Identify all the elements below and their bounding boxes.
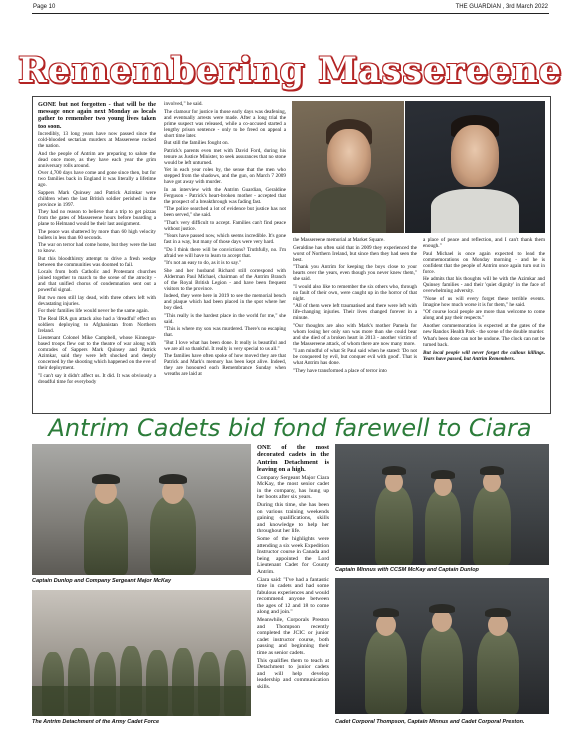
paragraph: "This really is the hardest place in the world for me," she said. — [164, 312, 286, 325]
cadets-lead: ONE of the most decorated cadets in the Antrim Detachment is leaving on a high. — [257, 444, 329, 473]
soldier-portrait-right — [405, 101, 545, 233]
remembering-column-1 — [38, 101, 156, 409]
paragraph: But two men still lay dead, with three others left with devastating injuries. — [38, 294, 156, 307]
paragraph: He admits that his thoughts will be with the Azimkar and Quinsey families - and their 'quiet dignity' in the face of overwhelming adversity. — [423, 276, 545, 294]
paragraph: Over 4,700 days have come and gone since then, but for two families back in England it was literally a lifetime ago. — [38, 170, 156, 189]
paragraph: And the people of Antrim are preparing to salute the dead once more, as they have each year the grim anniversary rolls around. — [38, 150, 156, 169]
paragraph: "It's not an easy to do, as it is to say." — [164, 260, 242, 266]
remembering-column-2 — [164, 101, 286, 409]
paragraph: In an interview with the Antrim Guardian, Geraldine Ferguson - Patrick's heart-broken mother - accepted that the prospect of a breakthrough was fading fast. — [164, 186, 286, 205]
paragraph: During this time, she has been on various training weekends gaining qualifications, skills and knowledge to help her throughout her life. — [257, 502, 329, 535]
cadets-photo-1 — [32, 444, 251, 575]
paragraph: "The police searched a lot of evidence but justice has not been served," she said. — [164, 206, 286, 218]
paragraph: For their families life would never be the same again. — [38, 308, 149, 315]
paragraph: But local people will never forget the callous killings. Years have passed, but Antrim Remembers. — [423, 349, 545, 362]
paragraph: Paul Michael is once again expected to lead the commemorations on Monday morning - and he is confident that the people of Antrim once again turn out in force. — [423, 250, 545, 275]
paragraph: The families have often spoke of how moved they are that Patrick and Mark's memory has been kept alive. Indeed, they are honoured each Remembrance Sunday when wreaths are laid at — [164, 353, 286, 377]
paragraph: "I would also like to remember the six others who, through no fault of their own, were caught up in the horror of that night. — [293, 283, 417, 302]
cadets-title: Antrim Cadets bid fond farewell to Ciara — [48, 414, 532, 442]
page-number: Page 10 — [33, 4, 56, 10]
header-rule — [32, 13, 549, 14]
paragraph: "Years have passed now, which seems incredible. It's gone fast in a way, but many of those days were very hard. — [164, 233, 286, 245]
paragraph: "Our thoughts are also with Mark's mother Pamela for whom losing her only son was more than she could bear and she died of a broken heart in 2013 - another victim of the Massereene attack, of whom there are now many more. — [293, 322, 417, 347]
paragraph: The clamour for justice in those early days was deafening, and eventually arrests were made. After a long trial the prime suspect was released, while a co-accused started a lengthy prison sentence - only to be freed on appeal a short time later. — [164, 108, 286, 139]
paragraph: Ciara said: "I've had a fantastic time in cadets and had some fabulous experiences and would recommend anyone between the ages of 12 and 18 to come along and join." — [257, 576, 329, 616]
paragraph: Lieutenant Colonel Mike Campbell, whose Kinnegar-based troops flew out to the theatre of war along with comrades of Sappers Mark Quinsey and Patrick Azimkar, said they were left shocked and deeply concerned by the shooting which happened on the eve of their deployment. — [38, 335, 156, 372]
paragraph: Yet in each year roles by, the sense that the men who stepped from the shadows, and the gun, on March 7 2009 have got away with murder. — [164, 167, 286, 185]
paragraph: involved," he said. — [164, 101, 203, 107]
paragraph: "Of course local people are more than welcome to come along and pay their respects." — [423, 309, 545, 321]
remembering-title: Remembering Massereene — [17, 50, 563, 91]
paragraph: the Massereene memorial at Market Square. — [293, 237, 385, 243]
paragraph: Sappers Mark Quinsey and Patrick Azimkar were children when the last British soldier perished in the province in 1997. — [38, 189, 156, 208]
paragraph: "They have transformed a place of terror into — [293, 367, 387, 374]
paragraph: Indeed, they were here in 2019 to see the memorial bench and plaque which had been placed in the spot where her boy died. — [164, 293, 286, 311]
caption-photo-1: Captain Dunlop and Company Sergeant Major McKay — [32, 578, 172, 584]
paper-date: THE GUARDIAN , 3rd March 2022 — [455, 4, 548, 10]
paragraph: "All of them were left traumatised and there were left with life-changing injuries. Their lives changed forever in a minute. — [293, 303, 417, 321]
paragraph: This qualifies them to teach at Detachment to junior cadets and will help develop leadership and communication skills. — [257, 657, 329, 690]
paragraph: "Do I think there will be convictions? Truthfully, no. I'm afraid we will have to learn to accept that. — [164, 246, 286, 259]
remembering-column-4 — [423, 237, 545, 409]
paragraph: "Thank you Antrim for keeping the boys close to your hearts over the years, even though you never knew them," she said. — [293, 264, 417, 282]
cadets-photo-3 — [335, 444, 549, 565]
paragraph: "I can't say it didn't affect us. It did. It was obviously a dreadful time for everybody — [38, 372, 156, 385]
paragraph: The Real IRA gun attack also had a 'dreadful' effect on soldiers deploying to Afghanistan from Northern Ireland. — [38, 315, 156, 334]
paragraph: Some of the highlights were attending a six week Expedition Instructor course in Canada and being appointed the Lord Lieutenant Cadet for County Antrim. — [257, 536, 329, 575]
caption-photo-4: Cadet Corporal Thompson, Captain Minnus and Cadet Corporal Preston. — [335, 719, 525, 725]
cadets-photo-4 — [335, 578, 549, 714]
remembering-lead: GONE but not forgotten - that will be the message once again next Monday as locals gather to remember two young lives taken too soon. — [38, 101, 156, 130]
cadets-photo-2 — [32, 590, 251, 716]
paragraph: What's been done can not be undone. The clock can not be turned back. — [423, 336, 545, 348]
paragraph: But still the families fought on. — [164, 140, 229, 146]
paragraph: Meanwhile, Corporals Preston and Thompson recently completed the JCIC or junior cadet instructor course, both passing and beginning their time as senior cadets. — [257, 617, 329, 656]
cadets-article — [257, 444, 329, 729]
paragraph: Geraldine has often said that in 2009 they experienced the worst of Northern Ireland, but since then they had seen the best. — [293, 244, 417, 263]
paragraph: "None of us will every forget these terrible events. Imagine how much worse it is for them," he said. — [423, 295, 545, 308]
soldier-portrait-left — [292, 101, 404, 233]
caption-photo-2: The Antrim Detachment of the Army Cadet Force — [32, 719, 160, 725]
paragraph: "But I love what has been done. It really is beautiful and we are all so thankful. It really is very special to us all." — [164, 339, 286, 352]
paragraph: But this bloodthirsty attempt to drive a fresh wedge between the communities was doomed to fail. — [38, 255, 156, 268]
paragraph: Locals from both Catholic and Protestant churches joined together to march to the scene of the atrocity - and that unified chorus of condemnation sent out a powerful signal. — [38, 269, 156, 294]
paragraph: "I am mindful of what St Paul said when he stated: 'Do not be conquered by evil, but conquer evil with good'. That is what Antrim has done. — [293, 348, 417, 366]
paragraph: "This is where my son was murdered. There's no escaping that. — [164, 326, 286, 338]
paragraph: The war on terror had come home, but they were the last to know. — [38, 242, 156, 255]
paragraph: The peace was shattered by more than 60 high velocity bullets in less than 60 seconds. — [38, 228, 156, 241]
paragraph: Company Sergeant Major Ciara McKay, the most senior cadet in the company, has hung up her boots after six years. — [257, 474, 329, 501]
paragraph: They had no reason to believe that a trip to get pizzas from the gates of Massereene hours before boarding a plane to Helmand would be their last assignment. — [38, 209, 156, 228]
caption-photo-3: Captain Minnus with CCSM McKay and Captain Dunlop — [335, 567, 479, 573]
paragraph: She and her husband Richard still correspond with Alderman Paul Michael, chairman of the Antrim Branch of the Royal British Legion - and have been frequent visitors to the province. — [164, 267, 286, 292]
paragraph: Incredibly, 13 long years have now passed since the cold-blooded sectarian murders at Massereene rocked the nation. — [38, 131, 156, 150]
paragraph: Patrick's parents even met with David Ford, during his tenure as Justice Minister, to seek assurances that no stone would be left unturned. — [164, 147, 286, 166]
paragraph: "That's very difficult to accept. Families can't find peace without justice. — [164, 219, 286, 232]
paragraph: a place of peace and reflection, and I can't thank them enough." — [423, 237, 545, 249]
paragraph: Another commemoration is expected at the gates of the new Randox Health Park - the scene of the double murder. — [423, 322, 545, 335]
remembering-column-3 — [293, 237, 417, 409]
